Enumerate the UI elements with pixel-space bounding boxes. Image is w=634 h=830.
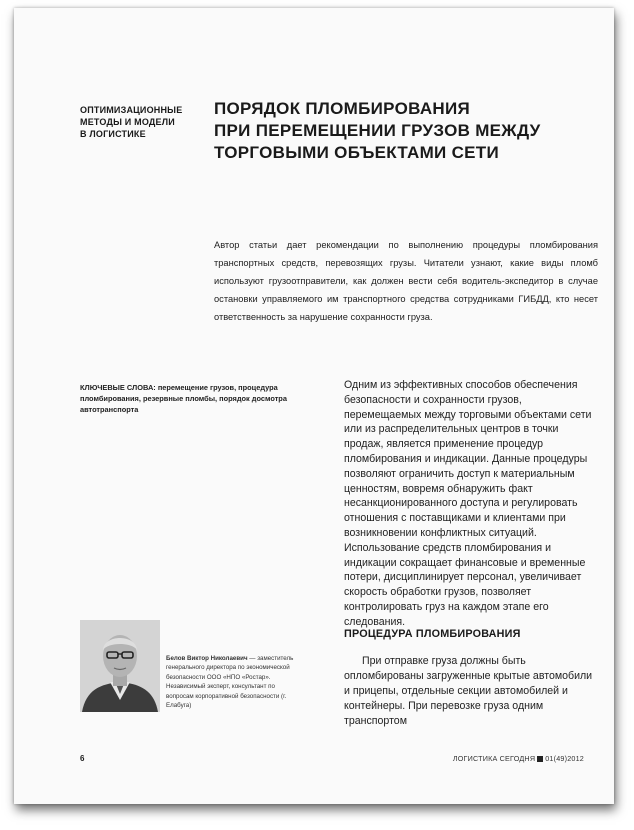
procedure-paragraph: При отправке груза должны быть опломбированы загруженные крытые автомобили и прицепы, отдельные секции автомобилей и контейнеры. При перевозке груза одним транспортом	[344, 655, 593, 727]
issue-number: 01(49)2012	[545, 754, 584, 763]
section-label	[80, 104, 190, 140]
section-label-line: МЕТОДЫ И МОДЕЛИ	[80, 117, 175, 127]
running-footer	[453, 754, 584, 763]
keywords-label: КЛЮЧЕВЫЕ СЛОВА:	[80, 383, 156, 392]
title-line: ПРИ ПЕРЕМЕЩЕНИИ ГРУЗОВ МЕЖДУ	[214, 121, 541, 140]
title-line: ПОРЯДОК ПЛОМБИРОВАНИЯ	[214, 99, 471, 118]
author-photo	[80, 620, 160, 712]
section-label-line: В ЛОГИСТИКЕ	[80, 129, 146, 139]
author-info	[166, 654, 298, 710]
author-bio: — заместитель генерального директора по экономической безопасности ООО «НПО «Ростар». Независимый эксперт, консультант по вопросам корпоративной безопасности (г. Елабуга)	[166, 655, 294, 710]
section-label-line: ОПТИМИЗАЦИОННЫЕ	[80, 105, 183, 115]
square-icon	[537, 756, 543, 762]
keywords-text: перемещение грузов, процедура пломбирования, резервные пломбы, порядок досмотра автотранспорта	[80, 383, 287, 414]
section-heading: ПРОЦЕДУРА ПЛОМБИРОВАНИЯ	[344, 628, 521, 640]
body-paragraph: Одним из эффективных способов обеспечения безопасности и сохранности грузов, перемещаемых между торговыми объектами сети или из распределительных центров в точки продаж, является применение процедур пломбирования и индикации. Данные процедуры позволяют ограничить доступ к материальным ценностям, вовремя обнаружить факт несанкционированного доступа и регулировать отношения с поставщиками и клиентами при возникновении конфликтных ситуаций. Использование средств пломбирования и индикации сокращает финансовые и временные потери, дисциплинирует персонал, увеличивает скорость обработки грузов, позволяет контролировать груз на каждом этапе его следования.	[344, 379, 592, 628]
article-title	[214, 98, 574, 164]
author-portrait-image	[80, 620, 160, 712]
journal-name: ЛОГИСТИКА СЕГОДНЯ	[452, 754, 536, 763]
article-abstract: Автор статьи дает рекомендации по выполнению процедуры пломбирования транспортных средств, перевозящих грузы. Читатели узнают, какие виды пломб используют грузоотправители, как должен вести себя водитель-экспедитор в случае остановки управляемого им транспортного средства сотрудниками ГИБДД, кто несет ответственность за нарушение сохранности груза.	[214, 240, 598, 322]
title-line: ТОРГОВЫМИ ОБЪЕКТАМИ СЕТИ	[214, 143, 500, 162]
keywords	[80, 382, 326, 415]
author-name: Белов Виктор Николаевич	[166, 655, 248, 662]
page-number: 6	[80, 754, 85, 763]
document-page	[14, 8, 614, 804]
